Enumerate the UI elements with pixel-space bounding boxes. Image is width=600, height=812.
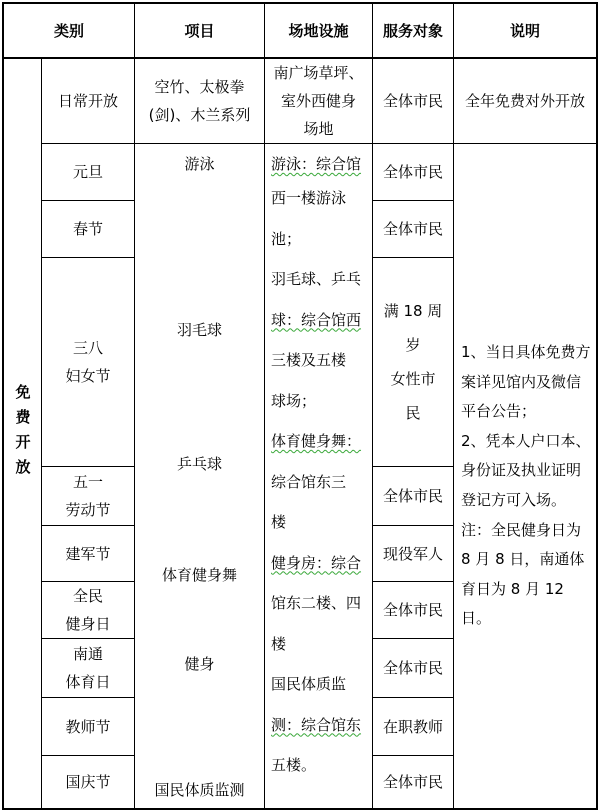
venue-line: 五楼。 <box>271 756 317 774</box>
venue-daily-line: 室外西健身 <box>280 92 356 110</box>
category-holiday: 教师节 <box>65 717 111 736</box>
venue-line: 球：综合馆西 <box>271 310 362 329</box>
note-line: 登记方可入场。 <box>461 490 567 509</box>
note-line: 注：全民健身日为 <box>461 520 582 539</box>
category-holiday: 全民 健身日 <box>65 587 111 633</box>
section-label-text: 免费开放 <box>13 383 32 484</box>
audience-holiday: 全体市民 <box>382 487 443 505</box>
venue-line: 球场； <box>271 391 317 410</box>
category-daily: 日常开放 <box>57 92 118 110</box>
project-daily-line: (剑)、木兰系列 <box>148 106 251 124</box>
header-note: 说明 <box>509 21 540 40</box>
venue-line: 体育健身舞： <box>271 432 362 450</box>
category-holiday: 国庆节 <box>65 773 111 791</box>
category-holiday: 春节 <box>72 220 103 238</box>
table-border-bottom <box>2 808 598 810</box>
header-project: 项目 <box>184 21 215 40</box>
category-holiday: 三八 妇女节 <box>65 339 111 385</box>
venue-line: 羽毛球、乒乓 <box>271 270 362 288</box>
note-line: 平台公告； <box>461 402 537 421</box>
audience-holiday: 满 18 周 岁 女性市 民 <box>383 302 443 422</box>
project-daily <box>135 59 264 143</box>
audience-holiday: 全体市民 <box>382 163 443 181</box>
audience-holiday: 现役军人 <box>382 544 443 563</box>
venue-daily-line: 场地 <box>303 120 334 138</box>
project-daily-line: 空竹、太极拳 <box>154 78 245 96</box>
venue-daily-line: 南广场草坪、 <box>273 64 364 82</box>
note-details <box>461 338 596 678</box>
venue-line: 游泳：综合馆 <box>271 155 362 173</box>
venue-line: 楼 <box>271 513 287 531</box>
venue-line: 综合馆东三 <box>271 472 347 491</box>
venue-line: 国民体质监 <box>271 675 347 693</box>
venue-line: 健身房：综合 <box>271 553 362 572</box>
category-holiday: 南通 体育日 <box>65 645 111 691</box>
venue-line: 楼 <box>271 634 287 653</box>
audience-holiday: 全体市民 <box>382 220 443 238</box>
venue-line: 池； <box>271 229 302 248</box>
audience-holiday: 在职教师 <box>382 717 443 736</box>
category-holiday: 建军节 <box>65 544 111 563</box>
project-item: 健身 <box>184 655 215 673</box>
note-line: 8 月 8 日，南通体 <box>461 550 585 569</box>
audience-daily: 全体市民 <box>382 92 443 110</box>
project-item: 乒乓球 <box>176 455 222 473</box>
venue-line: 测：综合馆东 <box>271 715 362 734</box>
venue-line: 西一楼游泳 <box>271 189 347 207</box>
audience-holiday: 全体市民 <box>382 601 443 619</box>
category-holiday: 元旦 <box>72 163 103 181</box>
category-holiday: 五一 劳动节 <box>65 473 111 519</box>
audience-holiday: 全体市民 <box>382 773 443 791</box>
header-venue: 场地设施 <box>288 21 349 40</box>
venue-daily <box>265 59 372 143</box>
project-item: 羽毛球 <box>176 321 222 339</box>
header-audience: 服务对象 <box>382 21 443 40</box>
project-item: 游泳 <box>184 155 215 173</box>
note-line: 案详见馆内及微信 <box>461 372 582 391</box>
note-line: 1、当日具体免费方 <box>461 343 591 361</box>
venue-line: 馆东二楼、四 <box>271 594 362 612</box>
audience-holiday: 全体市民 <box>382 659 443 677</box>
note-daily: 全年免费对外开放 <box>464 92 585 110</box>
venue-details <box>271 150 372 805</box>
project-item: 体育健身舞 <box>161 566 237 584</box>
header-category: 类别 <box>53 21 84 40</box>
note-line: 身份证及执业证明 <box>461 461 582 480</box>
table-border-right <box>596 2 598 810</box>
venue-line: 三楼及五楼 <box>271 351 347 369</box>
note-line: 育日为 8 月 12 日。 <box>461 579 564 628</box>
section-label <box>4 59 41 808</box>
project-item: 国民体质监测 <box>154 781 245 799</box>
note-line: 2、凭本人户口本、 <box>461 431 591 450</box>
